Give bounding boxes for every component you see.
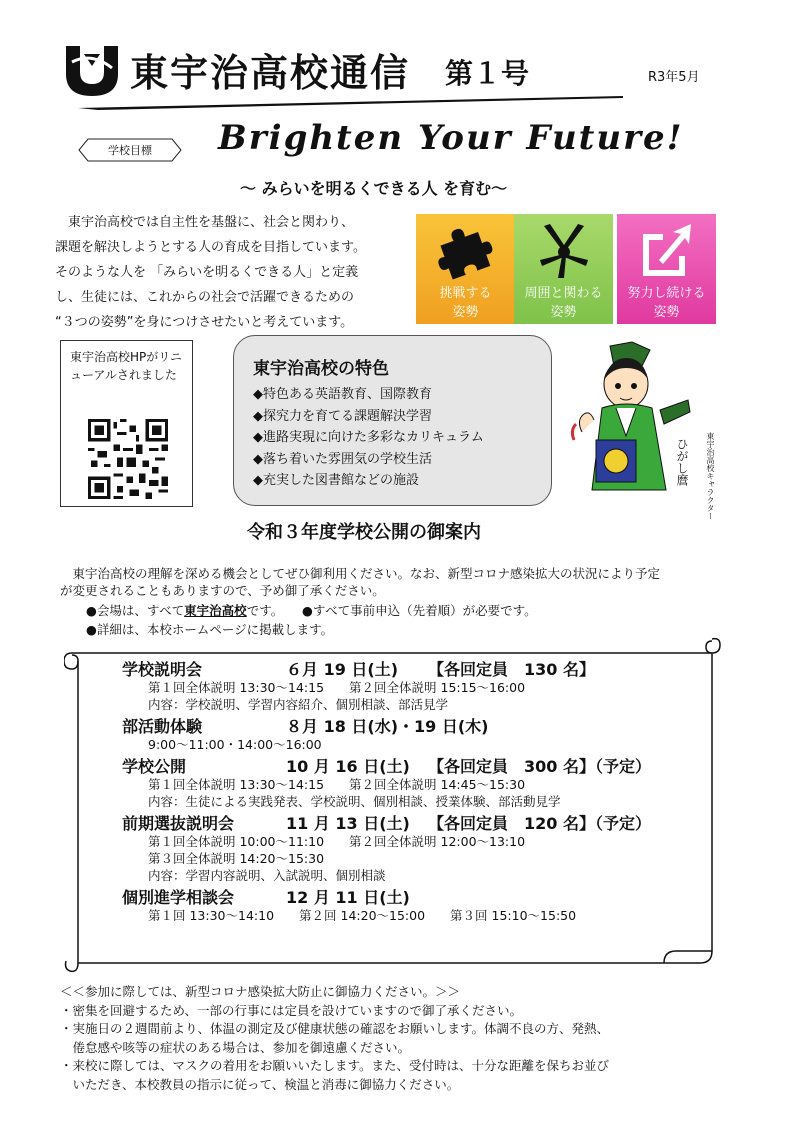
event-detail: 内容：学校説明、学習内容紹介、個別相談、部活見学 [148,697,449,712]
event-detail: 第１回全体説明 13:30～14:15 第２回全体説明 15:15～16:00 [148,680,526,695]
event-individual-consult [122,885,712,924]
event-date: 10 月 16 日(土) [286,757,410,776]
stance-challenge [416,214,515,324]
venue-name: 東宇治高校 [184,603,247,618]
hp-renewal-box [60,340,193,507]
venue-prefix: ●会場は、すべて [86,603,185,618]
puzzle-icon [436,220,496,280]
open-intro-line: が変更されることもありますので、予め御了承ください。 [60,583,385,598]
event-date: ８月 18 日(水)・19 日(木) [286,717,489,736]
venue-bullet [86,601,537,619]
event-capacity: 【各回定員 300 名】（予定） [428,757,651,776]
open-intro-line: 東宇治高校の理解を深める機会としてぜひ御利用ください。なお、新型コロナ感染拡大の状況により予定 [60,566,661,581]
qr-code[interactable] [88,419,168,499]
intro-paragraph [55,210,395,335]
event-detail: 第３回全体説明 14:20～15:30 [148,851,325,866]
event-name: 個別進学相談会 [122,888,235,907]
event-name: 学校公開 [122,757,187,776]
event-name: 部活動体験 [122,717,203,736]
event-detail: 9:00～11:00・14:00～16:00 [148,737,322,752]
feature-item: ◆探究力を育てる課題解決学習 [253,408,432,424]
open-school-intro [60,565,750,599]
mascot-name: ひがし麿 [675,438,689,486]
school-subslogan: ～ みらいを明るくできる人 を育む～ [240,179,508,198]
feature-item: ◆充実した図書館などの施設 [253,473,419,488]
stance-label-sub: 姿勢 [653,305,680,320]
event-date: 12 月 11 日(土) [286,888,410,907]
mascot-caption: 東宇治高校キャラクター [706,432,715,520]
event-detail: 第１回 13:30～14:10 第２回 14:20～15:00 第３回 15:10～15:50 [148,908,577,923]
stance-effort [617,214,716,324]
intro-line: “３つの姿勢”を身につけさせたいと考えています。 [55,315,354,330]
venue-suffix: です。 ●すべて事前申込（先着順）が必要です。 [246,603,537,618]
school-slogan: Brighten Your Future! [218,118,684,158]
feature-item: ◆落ち着いた雰囲気の学校生活 [253,451,432,467]
event-date: ６月 19 日(土) [286,660,399,679]
goal-tag [78,138,182,162]
event-capacity: 【各回定員 130 名】 [428,660,595,679]
note-item: いただき、本校教員の指示に従って、検温と消毒に御協力ください。 [60,1076,460,1092]
stance-label-sub: 姿勢 [550,305,577,320]
event-detail: 内容：学習内容説明、入試説明、個別相談 [148,868,386,883]
open-school-title: 令和３年度学校公開の御案内 [247,522,481,543]
note-item: 倦怠感や咳等の症状のある場合は、参加を御遠慮ください。 [60,1039,411,1055]
intro-line: 課題を解決しようとする人の育成を目指しています。 [55,240,366,255]
event-capacity: 【各回定員 120 名】（予定） [428,814,651,833]
newsletter-title: 東宇治高校通信 [130,51,411,95]
hp-renewal-text: 東宇治高校HPがリニューアルされました [70,350,183,382]
event-detail: 内容：生徒による実践発表、学校説明、個別相談、授業体験、部活動見学 [148,794,561,809]
stance-cooperate [514,214,613,324]
event-detail: 第１回全体説明 13:30～14:15 第２回全体説明 14:45～15:30 [148,777,526,792]
arrow-up-right-icon [637,220,697,280]
event-early-selection [122,811,712,884]
stance-label-sub: 姿勢 [452,305,479,320]
features-list [253,384,484,492]
intro-line: そのような人を 「みらいを明るくできる人」と定義 [55,265,359,280]
school-features-box [233,335,552,506]
event-list [122,657,712,925]
event-detail: 第１回全体説明 10:00～11:10 第２回全体説明 12:00～13:10 [148,834,526,849]
covid-notes [60,983,760,1094]
event-name: 前期選抜説明会 [122,814,235,833]
issue-date: R3年5月 [648,70,700,85]
school-logo [62,38,122,98]
note-item: ・来校に際しては、マスクの着用をお願いいたします。また、受付時は、十分な距離を保ちお並び [60,1058,610,1073]
note-item: ・実施日の２週間前より、体温の測定及び健康状態の確認をお願いします。体調不良の方、発熱、 [60,1021,610,1036]
note-item: ・密集を回避するため、一部の行事には定員を設けていますので御了承ください。 [60,1002,523,1018]
details-bullet: ●詳細は、本校ホームページに掲載します。 [86,622,334,637]
feature-item: ◆進路実現に向けた多彩なカリキュラム [253,430,484,445]
intro-line: 東宇治高校では自主性を基盤に、社会と関わり、 [55,215,355,230]
stance-label: 努力し続ける [627,286,706,301]
feature-item: ◆特色ある英語教育、国際教育 [253,387,432,402]
notes-heading: ＜＜参加に際しては、新型コロナ感染拡大防止に御協力ください。＞＞ [60,984,461,999]
stance-label: 挑戦する [439,286,492,301]
stance-label: 周囲と関わる [524,286,603,301]
intro-line: し、生徒には、これからの社会で活躍できるための [55,290,355,305]
goal-tag-label: 学校目標 [108,144,152,157]
event-school-briefing [122,657,712,713]
issue-number: 第１号 [445,57,530,90]
event-date: 11 月 13 日(土) [286,814,410,833]
event-club-experience [122,714,712,753]
features-title: 東宇治高校の特色 [253,359,389,379]
event-open-school [122,754,712,810]
event-name: 学校説明会 [122,660,203,679]
hands-together-icon [534,220,594,280]
header-underline [78,96,623,110]
